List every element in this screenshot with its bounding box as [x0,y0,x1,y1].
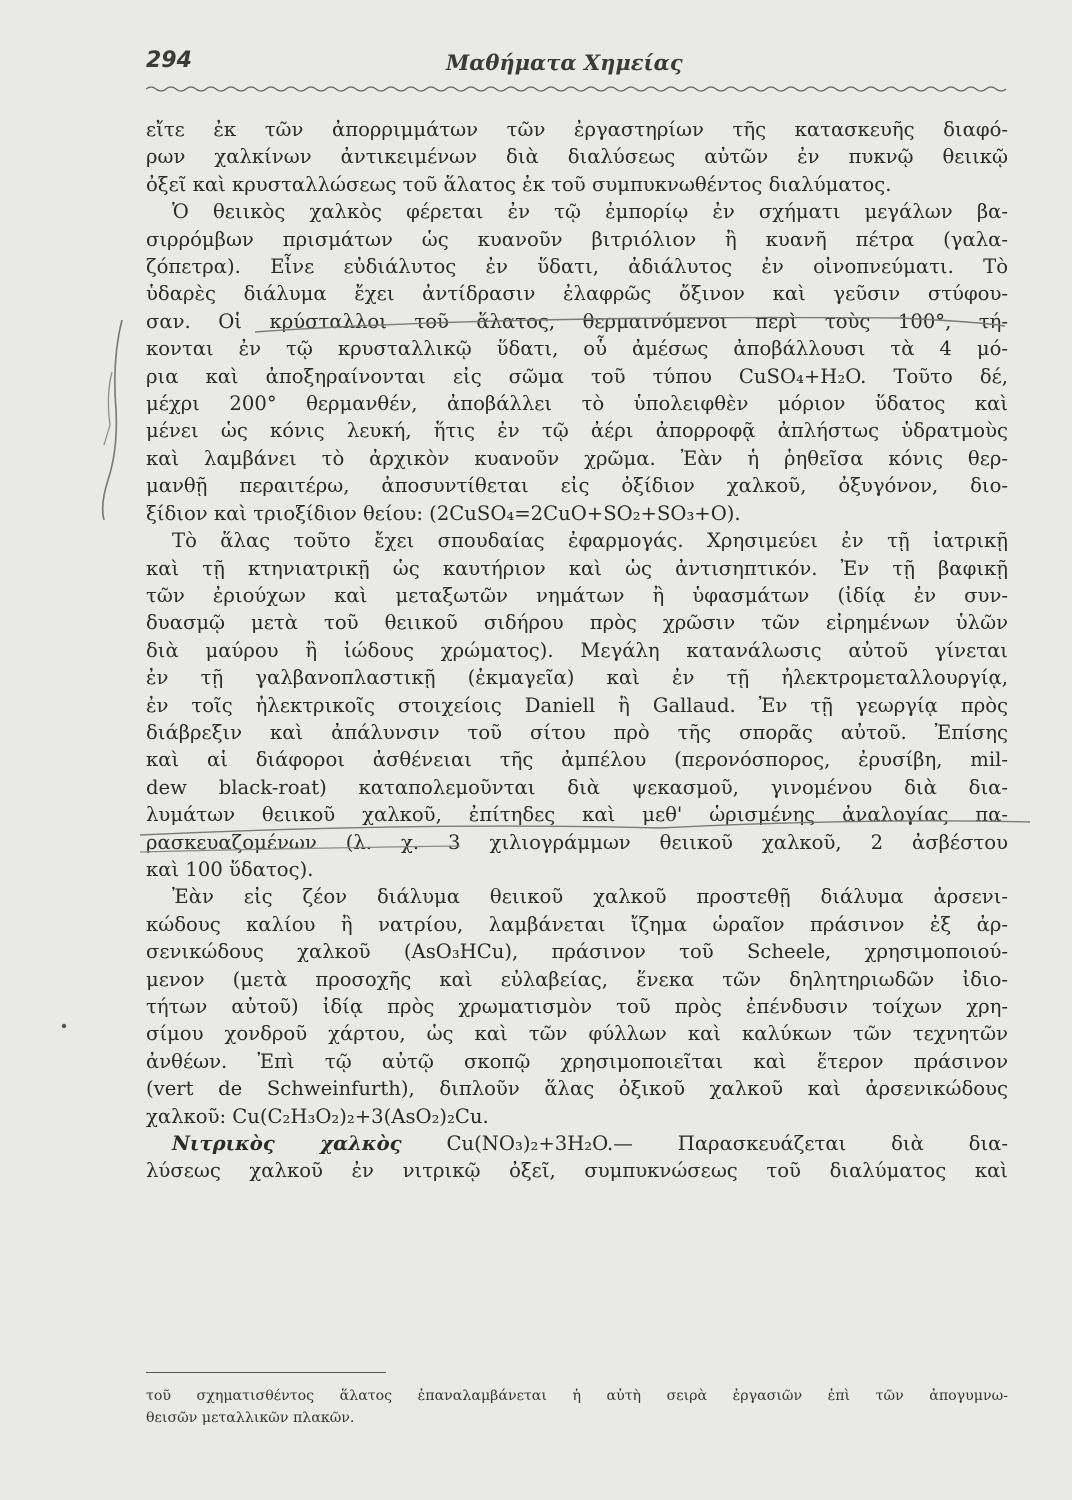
text-line: κώδους καλίου ἢ νατρίου, λαμβάνεται ἴζημα ὡραῖον πράσινον ἐξ ἀρ- [146,912,1008,936]
text-line: ζόπετρα). Εἶνε εὐδιάλυτος ἐν ὕδατι, ἀδιάλυτος ἐν οἰνοπνεύματι. Τὸ [146,255,1008,279]
text-line: ρασκευαζομένων (λ. χ. 3 χιλιογράμμων θειικοῦ χαλκοῦ, 2 ἀσβέστου [146,830,1008,854]
underline-stroke [255,318,1005,332]
text-line: σίμου χονδροῦ χάρτου, ὡς καὶ τῶν φύλλων καὶ καλύκων τῶν τεχνητῶν [146,1022,1008,1046]
text-line: Ἐὰν εἰς ζέον διάλυμα θειικοῦ χαλκοῦ προστεθῇ διάλυμα ἀρσενι- [172,885,1008,909]
text-line: σιρρόμβων πρισμάτων ὡς κυανοῦν βιτριόλιον ἢ κυανῆ πέτρα (γαλα- [146,227,1008,251]
text-line: (vert de Schweinfurth), διπλοῦν ἅλας ὀξικοῦ χαλκοῦ καὶ ἀρσενικώδους [146,1077,1008,1101]
underline-stroke [140,821,1030,835]
text-line: τήτων αὐτοῦ) ἰδίᾳ πρὸς χρωματισμὸν τοῦ πρὸς ἐπένδυσιν τοίχων χρη- [146,995,1008,1018]
text-line: τῶν ἐριούχων καὶ μεταξωτῶν νημάτων ἢ ὑφασμάτων (ἰδίᾳ ἐν συν- [146,583,1008,607]
text-line: σενικώδους χαλκοῦ (AsO₃HCu), πράσινον τοῦ Scheele, χρησιμοποιού- [146,940,1008,964]
text-line: μανθῇ περαιτέρω, ἀποσυντίθεται εἰς ὀξίδιον χαλκοῦ, ὀξυγόνον, διο- [146,474,1008,498]
text-line: σαν. Οἱ κρύσταλλοι τοῦ ἅλατος, θερμαινόμενοι περὶ τοὺς 100°, τή- [146,309,1008,333]
footnote-line: τοῦ σχηματισθέντος ἅλατος ἐπαναλαμβάνεται ἡ αὐτὴ σειρὰ ἐργασιῶν ἐπὶ τῶν ἀπογυμνω- [146,1388,1008,1404]
text-line: ἐν τῇ γαλβανοπλαστικῇ (ἐκμαγεῖα) καὶ ἐν τῇ ἠλεκτρομεταλλουργίᾳ, [146,666,1008,690]
text-line: κονται ἐν τῷ κρυσταλλικῷ ὕδατι, οὗ ἀμέσως ἀποβάλλουσι τὰ 4 μό- [146,337,1008,361]
text-line: καὶ αἱ διάφοροι ἀσθένειαι τῆς ἀμπέλου (περονόσπορος, ἐρυσίβη, mil- [146,748,1008,772]
text-line: καὶ λαμβάνει τὸ ἀρχικὸν κυανοῦν χρῶμα. Ἐὰν ἡ ῥηθεῖσα κόνις θερ- [146,446,1008,470]
text-line: μέχρι 200° θερμανθέν, ἀποβάλλει τὸ ὑπολειφθὲν μόριον ὕδατος καὶ [146,392,1008,416]
text-line: Ὁ θειικὸς χαλκὸς φέρεται ἐν τῷ ἐμπορίῳ ἐν σχήματι μεγάλων βα- [172,200,1008,224]
text-line: διὰ μαύρου ἢ ἰώδους χρώματος). Μεγάλη κατανάλωσις αὐτοῦ γίνεται [146,638,1008,662]
heading-nitrate: Νιτρικὸς χαλκὸς [172,1132,402,1156]
footnote-line: θεισῶν μεταλλικῶν πλακῶν. [146,1410,355,1426]
underline-stroke [140,846,460,852]
text-line: λυμάτων θειικοῦ χαλκοῦ, ἐπίτηδες καὶ μεθ' ὡρισμένης ἀναλογίας πα- [146,803,1008,827]
text-line: dew black-roat) καταπολεμοῦνται διὰ ψεκασμοῦ, γινομένου διὰ δια- [146,775,1008,799]
text-line: καὶ τῇ κτηνιατρικῇ ὡς καυτήριον καὶ ὡς ἀντισηπτικόν. Ἐν τῇ βαφικῇ [146,556,1008,580]
text-line: μενον (μετὰ προσοχῆς καὶ εὐλαβείας, ἕνεκα τῶν δηλητηριωδῶν ἰδιο- [146,967,1008,991]
text-line: ὑδαρὲς διάλυμα ἔχει ἀντίδρασιν ἐλαφρῶς ὄξινον καὶ γεῦσιν στύφου- [146,282,1008,306]
text-line: ρια καὶ ἀποξηραίνονται εἰς σῶμα τοῦ τύπου CuSO₄+H₂O. Τοῦτο δέ, [146,364,1008,388]
text-line: μένει ὡς κόνις λευκή, ἥτις ἐν τῷ ἀέρι ἀπορροφᾷ ἀπλήστως ὑδρατμοὺς [146,419,1008,443]
running-title: Μαθήματα Χημείας [446,50,683,75]
text-line: ἐν τοῖς ἠλεκτρικοῖς στοιχείοις Daniell ἢ Gallaud. Ἐν τῇ γεωργίᾳ πρὸς [146,693,1008,717]
text-line: ὀξεῖ καὶ κρυσταλλώσεως τοῦ ἅλατος ἐκ τοῦ συμπυκνωθέντος διαλύματος. [146,172,892,196]
text-line: Τὸ ἅλας τοῦτο ἔχει σπουδαίας ἐφαρμογάς. Χρησιμεύει ἐν τῇ ἰατρικῇ [172,529,1008,553]
nitrate-formula-text: Cu(NO₃)₂+3H₂O.— Παρασκευάζεται διὰ δια- [446,1132,1009,1156]
text-line: καὶ 100 ὕδατος). [146,857,314,881]
text-line: ξίδιον καὶ τριοξίδιον θείου: (2CuSO₄=2CuO+SO₂+SO₃+O). [146,501,741,525]
text-line: χαλκοῦ: Cu(C₂H₃O₂)₂+3(AsO₂)₂Cu. [146,1104,489,1128]
margin-pencil-bracket [104,372,112,445]
text-line: λύσεως χαλκοῦ ἐν νιτρικῷ ὀξεῖ, συμπυκνώσεως τοῦ διαλύματος καὶ [146,1159,1008,1183]
text-line: ἀνθέων. Ἐπὶ τῷ αὐτῷ σκοπῷ χρησιμοποιεῖται καὶ ἕτερον πράσινον [146,1049,1008,1073]
text-line: δυασμῷ μετὰ τοῦ θειικοῦ σιδήρου πρὸς χρῶσιν τῶν εἰρημένων ὑλῶν [146,611,1008,635]
page-number: 294 [146,48,192,73]
text-line: ρων χαλκίνων ἀντικειμένων διὰ διαλύσεως αὐτῶν ἐν πυκνῷ θειικῷ [146,145,1008,169]
text-line: διάβρεξιν καὶ ἀπάλυνσιν τοῦ σίτου πρὸ τῆς σπορᾶς αὐτοῦ. Ἐπίσης [146,720,1008,744]
margin-dot [62,1024,66,1028]
text-line: εἴτε ἐκ τῶν ἀπορριμμάτων τῶν ἐργαστηρίων τῆς κατασκευῆς διαφό- [146,118,1008,141]
margin-pencil-bracket [103,320,122,520]
